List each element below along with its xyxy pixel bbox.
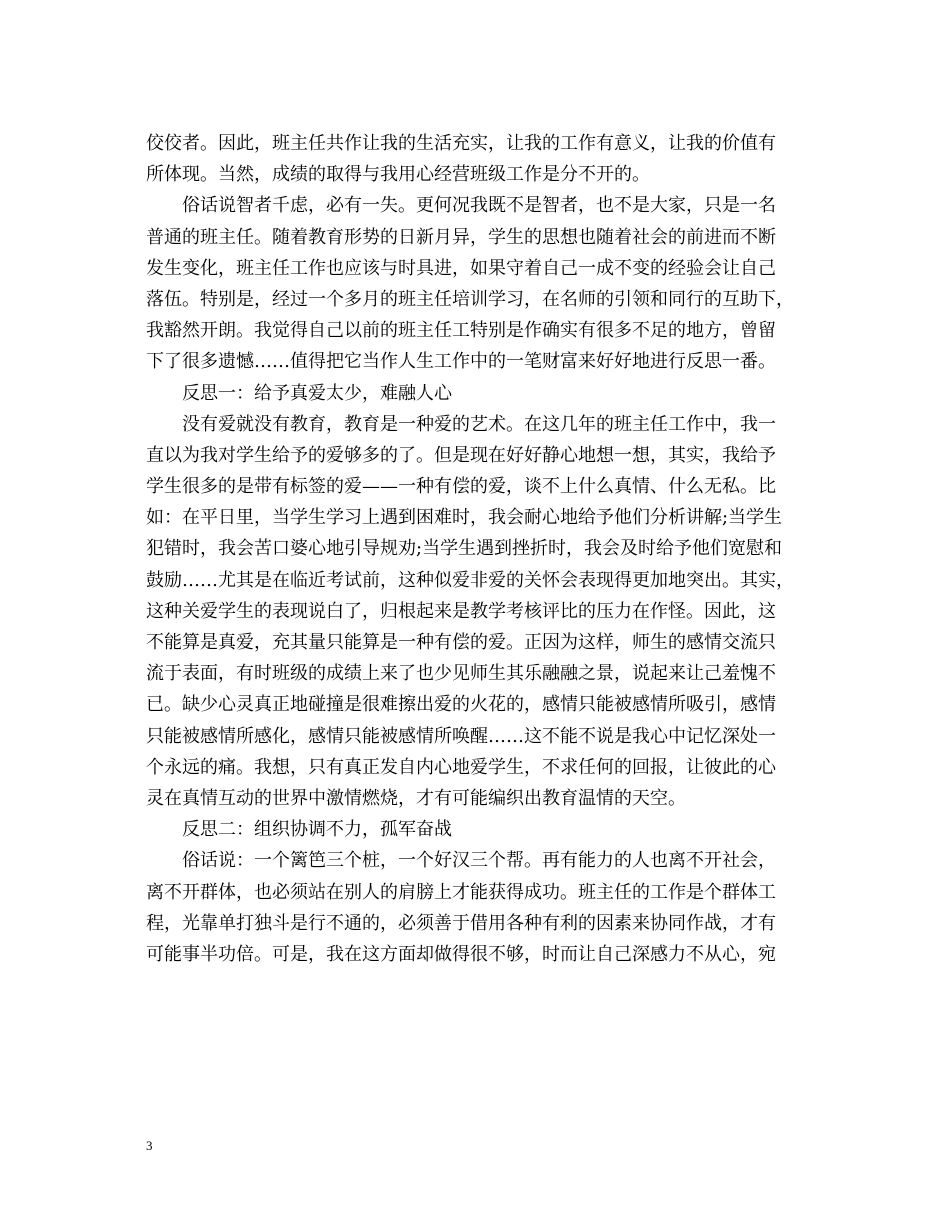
text-line: 落伍。特别是，经过一个多月的班主任培训学习，在名师的引领和同行的互助下，	[146, 288, 794, 310]
text-line: 不能算是真爱，充其量只能算是一种有偿的爱。正因为这样，师生的感情交流只	[146, 632, 776, 653]
text-line: 俗话说：一个篱笆三个桩，一个好汉三个帮。再有能力的人也离不开社会，	[182, 850, 776, 872]
text-line: 只能被感情所感化，感情只能被感情所唤醒……这不能不说是我心中记忆深处一	[146, 725, 776, 747]
text-line: 灵在真情互动的世界中激情燃烧，才有可能编织出教育温情的天空。	[146, 787, 686, 809]
text-line: 离不开群体，也必须站在别人的肩膀上才能获得成功。班主任的工作是个群体工	[146, 881, 776, 903]
text-line: 俗话说智者千虑，必有一失。更何况我既不是智者，也不是大家，只是一名	[182, 195, 776, 217]
text-line: 学生很多的是带有标签的爱——一种有偿的爱，谈不上什么真情、什么无私。比	[146, 476, 776, 498]
page-number: 3	[146, 1138, 153, 1153]
text-line: 个永远的痛。我想，只有真正发自内心地爱学生，不求任何的回报，让彼此的心	[146, 756, 776, 778]
text-line: 佼佼者。因此，班主任共作让我的生活充实，让我的工作有意义，让我的价值有	[146, 133, 776, 154]
text-line: 我豁然开朗。我觉得自己以前的班主任工特别是作确实有很多不足的地方，曾留	[146, 320, 776, 342]
text-line: 流于表面，有时班级的成绩上来了也少见师生其乐融融之景，说起来让己羞愧不	[146, 663, 776, 685]
text-line: 可能事半功倍。可是，我在这方面却做得很不够，时而让自己深感力不从心，宛	[146, 943, 776, 965]
text-line: 程，光靠单打独斗是行不通的，必须善于借用各种有利的因素来协同作战，才有	[146, 912, 776, 934]
text-line: 普通的班主任。随着教育形势的日新月异，学生的思想也随着社会的前进而不断	[146, 226, 776, 248]
text-line: 已。缺少心灵真正地碰撞是很难擦出爱的火花的，感情只能被感情所吸引，感情	[146, 694, 776, 716]
text-line: 犯错时，我会苦口婆心地引导规劝;当学生遇到挫折时，我会及时给予他们宽慰和	[146, 538, 783, 560]
text-line: 下了很多遗憾……值得把它当作人生工作中的一笔财富来好好地进行反思一番。	[146, 351, 776, 373]
text-line: 如：在平日里，当学生学习上遇到困难时，我会耐心地给予他们分析讲解;当学生	[146, 507, 783, 529]
text-line: 反思二：组织协调不力，孤军奋战	[182, 819, 452, 841]
text-line: 直以为我对学生给予的爱够多的了。但是现在好好静心地想一想，其实，我给予	[146, 444, 776, 466]
text-line: 没有爱就没有教育，教育是一种爱的艺术。在这几年的班主任工作中，我一	[182, 413, 776, 435]
text-line: 这种关爱学生的表现说白了，归根起来是教学考核评比的压力在作怪。因此，这	[146, 600, 776, 622]
text-line: 反思一：给予真爱太少，难融人心	[182, 382, 452, 404]
text-line: 所体现。当然，成绩的取得与我用心经营班级工作是分不开的。	[146, 164, 650, 186]
text-line: 发生变化，班主任工作也应该与时具进，如果守着自己一成不变的经验会让自己	[146, 257, 776, 279]
document-body	[146, 128, 806, 970]
text-line: 鼓励……尤其是在临近考试前，这种似爱非爱的关怀会表现得更加地突出。其实，	[146, 569, 794, 591]
